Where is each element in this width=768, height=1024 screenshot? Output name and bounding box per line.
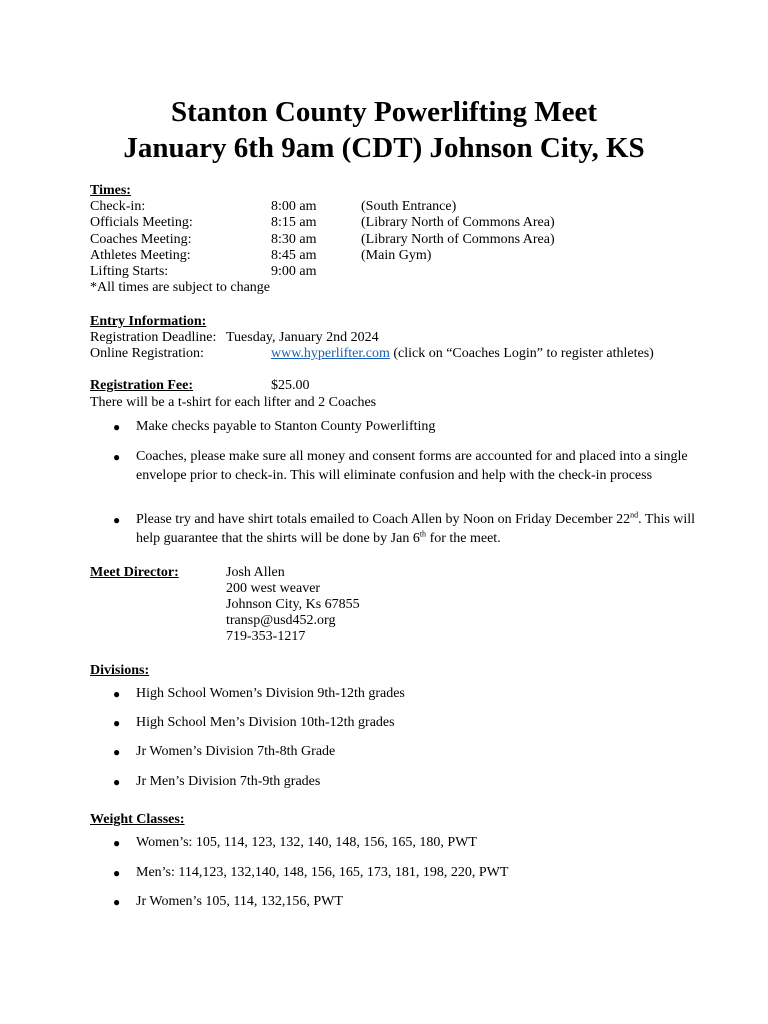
times-note: *All times are subject to change <box>90 280 270 295</box>
bullet-icon: ● <box>113 745 121 759</box>
times-time-checkin: 8:00 am <box>271 199 317 214</box>
bullet-icon: ● <box>113 687 121 701</box>
fee-bullet-checks: Make checks payable to Stanton County Powerlifting <box>136 419 436 434</box>
division-item: Jr Women’s Division 7th-8th Grade <box>136 744 336 759</box>
online-registration-note: (click on “Coaches Login” to register athletes) <box>389 346 654 361</box>
title-line-2: January 6th 9am (CDT) Johnson City, KS <box>123 132 645 164</box>
divisions-heading: Divisions: <box>90 663 150 678</box>
online-registration-line <box>271 346 654 362</box>
deadline-label: Registration Deadline: <box>90 330 217 345</box>
fee-bullet-envelope: Coaches, please make sure all money and consent forms are accounted for and placed into a single envelope prior to check-in. This will eliminate confusion and help with the check-in process <box>136 449 688 483</box>
fee-heading: Registration Fee: <box>90 378 194 393</box>
times-time-lifting: 9:00 am <box>271 264 317 279</box>
entry-heading: Entry Information: <box>90 314 207 329</box>
bullet-icon: ● <box>113 420 121 434</box>
director-name: Josh Allen <box>226 565 285 580</box>
times-label-officials: Officials Meeting: <box>90 215 193 230</box>
shirt-note: There will be a t-shirt for each lifter and 2 Coaches <box>90 395 377 410</box>
director-heading: Meet Director: <box>90 565 179 580</box>
times-label-lifting: Lifting Starts: <box>90 264 169 279</box>
times-label-checkin: Check-in: <box>90 199 146 214</box>
times-place-athletes: (Main Gym) <box>361 248 432 263</box>
times-time-coaches: 8:30 am <box>271 232 317 247</box>
bullet-icon: ● <box>113 836 121 850</box>
hyperlifter-link[interactable]: www.hyperlifter.com <box>271 346 390 361</box>
director-street: 200 west weaver <box>226 581 321 596</box>
times-place-coaches: (Library North of Commons Area) <box>361 232 555 247</box>
division-item: High School Men’s Division 10th-12th grades <box>136 715 395 730</box>
bullet-icon: ● <box>113 895 121 909</box>
deadline-value: Tuesday, January 2nd 2024 <box>226 330 379 345</box>
times-place-checkin: (South Entrance) <box>361 199 457 214</box>
fee-bullet-shirts: Please try and have shirt totals emailed to Coach Allen by Noon on Friday December 22nd. This will help guarantee that the shirts will be done by Jan 6th for the meet. <box>136 510 696 546</box>
director-email: transp@usd452.org <box>226 613 336 628</box>
times-heading: Times: <box>90 183 131 198</box>
division-item: Jr Men’s Division 7th-9th grades <box>136 774 321 789</box>
times-place-officials: (Library North of Commons Area) <box>361 215 555 230</box>
division-item: High School Women’s Division 9th-12th grades <box>136 686 405 701</box>
weight-class-item: Men’s: 114,123, 132,140, 148, 156, 165, 173, 181, 198, 220, PWT <box>136 865 509 880</box>
bullet-icon: ● <box>113 866 121 880</box>
online-registration-label: Online Registration: <box>90 346 204 361</box>
title-line-1: Stanton County Powerlifting Meet <box>170 96 598 128</box>
times-time-officials: 8:15 am <box>271 215 317 230</box>
fee-amount: $25.00 <box>271 378 310 393</box>
weight-class-item: Jr Women’s 105, 114, 132,156, PWT <box>136 894 343 909</box>
weight-class-item: Women’s: 105, 114, 123, 132, 140, 148, 156, 165, 180, PWT <box>136 835 477 850</box>
director-city: Johnson City, Ks 67855 <box>226 597 360 612</box>
times-time-athletes: 8:45 am <box>271 248 317 263</box>
bullet-icon: ● <box>113 716 121 730</box>
times-label-athletes: Athletes Meeting: <box>90 248 191 263</box>
bullet-icon: ● <box>113 775 121 789</box>
bullet-icon: ● <box>113 450 121 464</box>
director-phone: 719-353-1217 <box>226 629 306 644</box>
bullet-icon: ● <box>113 513 121 527</box>
weights-heading: Weight Classes: <box>90 812 185 827</box>
times-label-coaches: Coaches Meeting: <box>90 232 192 247</box>
